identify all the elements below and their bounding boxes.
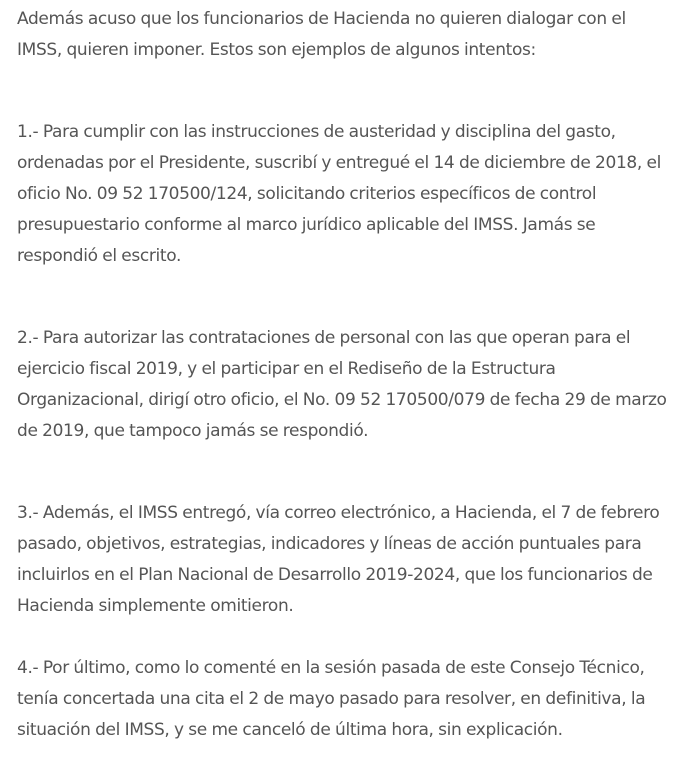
paragraph-item-3: 3.- Además, el IMSS entregó, vía correo electrónico, a Hacienda, el 7 de febrero pasado, objetivos, estrategias, indicadores y líneas de acción puntuales para incluirlos en el Plan Nacional de Desarrollo 2019-2024, que los funcionarios de Hacienda simplemente omitieron. xyxy=(17,503,660,616)
paragraph-item-2: 2.- Para autorizar las contrataciones de personal con las que operan para el ejercicio fiscal 2019, y el participar en el Rediseño de la Estructura Organizacional, dirigí otro oficio, el No. 09 52 170500/079 de fecha 29 de marzo de 2019, que tampoco jamás se respondió. xyxy=(17,328,667,441)
paragraph-intro: Además acuso que los funcionarios de Hacienda no quieren dialogar con el IMSS, quieren imponer. Estos son ejemplos de algunos intentos: xyxy=(17,9,626,60)
paragraph-item-1: 1.- Para cumplir con las instrucciones de austeridad y disciplina del gasto, ordenadas por el Presidente, suscribí y entregué el 14 de diciembre de 2018, el oficio No. 09 52 170500/124, solicitando criterios específicos de control presupuestario conforme al marco jurídico aplicable del IMSS. Jamás se respondió el escrito. xyxy=(17,122,661,266)
paragraph-item-4: 4.- Por último, como lo comenté en la sesión pasada de este Consejo Técnico, tenía concertada una cita el 2 de mayo pasado para resolver, en definitiva, la situación del IMSS, y se me canceló de última hora, sin explicación. xyxy=(17,658,646,740)
